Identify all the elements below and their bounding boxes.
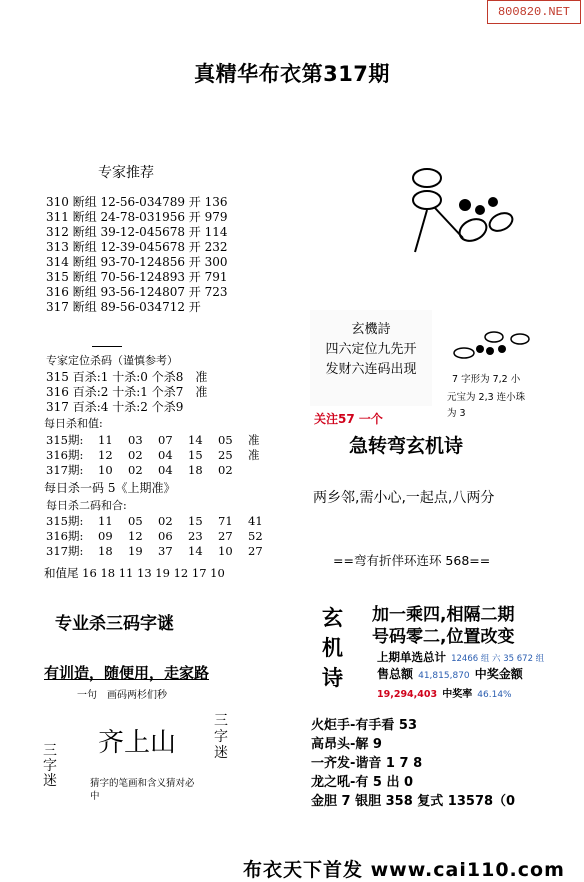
poem2-label: 玄机诗 [322, 606, 343, 690]
poem2-line1: 加一乘四,相隔二期 [372, 605, 515, 625]
xuanji-side3: 为 3 [447, 408, 466, 419]
kill-row: 316 百杀:2 十杀:1 个杀7 准 [46, 385, 208, 399]
daily-two-row: 315期: 11 05 02 15 71 41 [46, 514, 263, 528]
ingot-illustration [450, 325, 534, 365]
riddle-image-text: 齐上山 [98, 728, 177, 758]
riddle-poem: 两乡邻,需小心,一起点,八两分 [313, 490, 495, 506]
stat2-label: 售总额 [377, 667, 414, 681]
site-badge[interactable]: 800820.NET [487, 0, 581, 24]
stat-row-3 [377, 682, 512, 701]
riddle-poem-title: 急转弯玄机诗 [349, 435, 464, 457]
expert-row: 314 断组 93-70-124856 开 300 [46, 255, 228, 269]
expert-row: 312 断组 39-12-045678 开 114 [46, 225, 228, 239]
expert-row: 311 断组 24-78-031956 开 979 [46, 210, 228, 224]
kill-row: 317 百杀:4 十杀:2 个杀9 [46, 400, 184, 414]
stat2-value: 41,815,870 [418, 671, 470, 681]
bottom-row: 一齐发-谐音 1 7 8 [311, 756, 423, 771]
stat-row-2 [377, 663, 523, 682]
follow-rest: 7 一个 [346, 412, 383, 426]
bottom-row: 火炬手-有手看 53 [311, 718, 418, 733]
riddle-line: 有训造，随便用，走家路 [44, 664, 210, 682]
divider [92, 346, 122, 347]
stat3-pct: 46.14% [477, 690, 512, 700]
bottom-list [311, 716, 515, 811]
stat3-value: 19,294,403 [377, 689, 438, 700]
riddle-label-right: 三字迷 [214, 713, 228, 761]
xuanji-line2: 发财六连码出现 [325, 362, 417, 377]
stat2-tail: 中奖金额 [474, 667, 523, 681]
xuanji-side2: 元宝为 2,3 连小珠 [447, 392, 526, 403]
bottom-row: 龙之吼-有 5 出 0 [311, 775, 414, 790]
daily-two-last: 和值尾 16 18 11 13 19 12 17 10 [44, 566, 225, 580]
xuanji-line1: 四六定位九先开 [325, 342, 417, 357]
daily-sum-row: 316期: 12 02 04 15 25 准 [46, 448, 260, 462]
expert-list [46, 195, 228, 315]
daily-sum-table [46, 433, 278, 478]
riddle-image [86, 712, 206, 808]
page-title: 真精华布衣第317期 [194, 62, 390, 86]
daily-two-row: 317期: 18 19 37 14 10 27 [46, 544, 263, 558]
kill-heading: 专家定位杀码（谨慎参考） [46, 354, 178, 367]
daily-two-row: 316期: 09 12 06 23 27 52 [46, 529, 263, 543]
expert-row: 315 断组 70-56-124893 开 791 [46, 270, 228, 284]
daily-one: 每日杀一码 5《上期准》 [44, 481, 176, 495]
footer[interactable]: 布衣天下首发 www.cai110.com [243, 859, 565, 881]
daily-sum-row: 315期: 11 03 07 14 05 准 [46, 433, 260, 447]
riddle-heading: 专业杀三码字谜 [55, 614, 174, 634]
daily-sum-heading: 每日杀和值: [44, 417, 103, 430]
stat1-value: 12466 组 六 35 672 组 [451, 654, 545, 664]
xuanji-box [310, 310, 432, 406]
expert-row: 316 断组 93-56-124807 开 723 [46, 285, 228, 299]
expert-heading: 专家推荐 [98, 165, 154, 181]
coin-sword-illustration [405, 160, 545, 260]
bottom-row: 高昂头-解 9 [311, 737, 382, 752]
riddle-caption: 猜字的笔画和含义猜对必中 [90, 778, 195, 802]
riddle-sub: 一句 画码两杉们秒 [77, 690, 167, 701]
follow-red: 关注5 [314, 412, 347, 426]
bottom-row: 金胆 7 银胆 358 复式 13578（0 [311, 794, 516, 809]
daily-two-table [46, 514, 278, 559]
riddle-label-left: 三字迷 [43, 743, 57, 789]
poem2-line2: 号码零二,位置改变 [372, 627, 515, 647]
expert-row: 317 断组 89-56-034712 开 [46, 300, 201, 314]
xuanji-side1: 7 字形为 7,2 小 [452, 374, 521, 385]
wan-line: ==弯有折伴环连环 568== [333, 553, 491, 568]
xuanji-title: 玄機詩 [351, 322, 391, 337]
expert-row: 310 断组 12-56-034789 开 136 [46, 195, 228, 209]
expert-row: 313 断组 12-39-045678 开 232 [46, 240, 228, 254]
stat3-label: 中奖率 [442, 689, 473, 700]
follow-note [314, 410, 383, 427]
kill-list [46, 370, 207, 415]
daily-two-heading: 每日杀二码和合: [46, 499, 127, 512]
kill-row: 315 百杀:1 十杀:0 个杀8 准 [46, 370, 208, 384]
stat1-label: 上期单选总计 [377, 650, 446, 664]
daily-sum-row: 317期: 10 02 04 18 02 [46, 463, 233, 477]
